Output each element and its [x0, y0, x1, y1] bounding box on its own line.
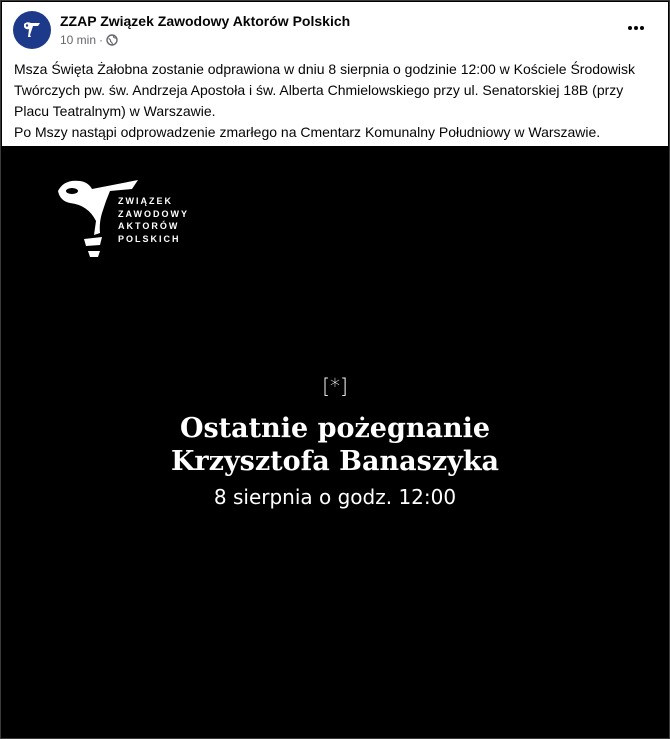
headline-line-2: Krzysztofa Banaszyka: [170, 446, 500, 477]
zzap-logo-icon: [21, 19, 43, 41]
post-meta: [60, 33, 118, 47]
headline-line-1: Ostatnie pożegnanie: [179, 413, 491, 444]
page-avatar[interactable]: [13, 11, 51, 49]
meta-separator: ·: [99, 33, 104, 47]
post-header: [2, 2, 668, 146]
post-timestamp[interactable]: 10 min: [60, 33, 97, 47]
event-date: 8 sierpnia o godz. 12:00: [213, 485, 457, 509]
post-text-paragraph-1: Msza Święta Żałobna zostanie odprawiona w dniu 8 sierpnia o godzinie 12:00 w Kościele Środowisk Twórczych pw. św. Andrzeja Apostoła i św. Alberta Chmielowskiego przy ul. Senatorskiej 18B (przy Placu Teatralnym) w Warszawie.: [14, 61, 636, 119]
post-text-paragraph-2: Po Mszy nastąpi odprowadzenie zmarłego na Cmentarz Komunalny Południowy w Warszawie.: [14, 124, 601, 140]
more-options-button[interactable]: [620, 16, 652, 40]
headline: [2, 412, 668, 478]
logo-line: AKTORÓW: [118, 221, 180, 231]
post-image[interactable]: [2, 147, 668, 737]
mourning-symbol: [*]: [322, 374, 348, 398]
logo-wordmark: [118, 195, 189, 245]
page-name-link[interactable]: ZZAP Związek Zawodowy Aktorów Polskich: [60, 13, 351, 29]
more-options-icon: [627, 25, 645, 31]
logo-line: ZAWODOWY: [118, 208, 189, 219]
logo-line: ZWIĄZEK: [118, 196, 173, 206]
logo-line: POLSKICH: [118, 233, 181, 244]
globe-icon[interactable]: [106, 34, 118, 46]
post-text: [14, 59, 662, 143]
